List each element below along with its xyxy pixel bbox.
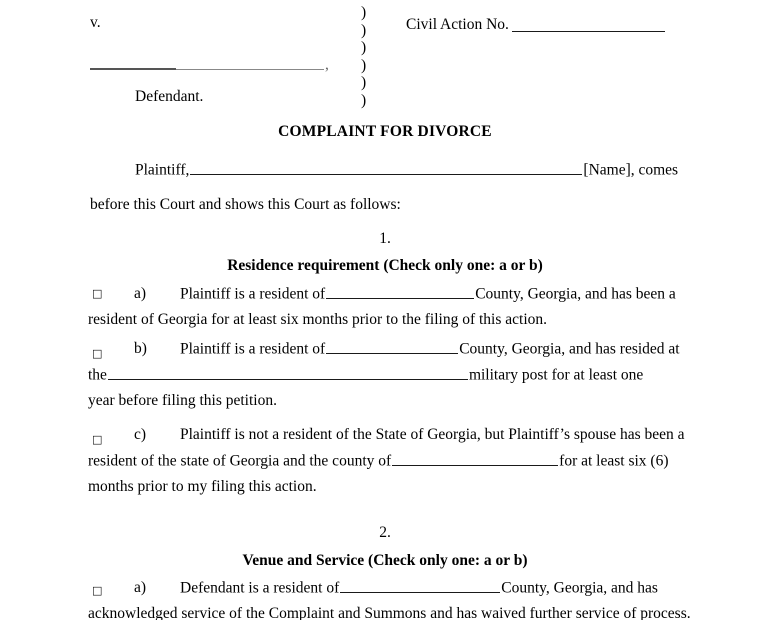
item-1b-line-2-before: the — [88, 366, 107, 384]
item-marker-1a: a) — [134, 285, 147, 302]
county-field-2a[interactable] — [340, 579, 500, 593]
caption-paren: ) — [361, 21, 367, 39]
military-post-field-1b[interactable] — [108, 366, 468, 380]
caption-paren: ) — [361, 4, 367, 21]
intro-line-2: before this Court and shows this Court as follows: — [90, 196, 401, 213]
item-1b-line-1 — [180, 340, 680, 359]
caption-paren: ) — [361, 74, 367, 92]
item-marker-2a: a) — [134, 579, 147, 596]
item-1c-line-2 — [88, 452, 669, 471]
county-field-1a[interactable] — [326, 285, 474, 299]
civil-action-number-field[interactable] — [512, 31, 665, 32]
item-1b-line-2 — [88, 366, 643, 385]
civil-action-number-label: Civil Action No. — [406, 16, 509, 33]
plaintiff-name-field[interactable] — [190, 161, 582, 175]
item-marker-1c: c) — [134, 426, 147, 443]
item-1a-text-after: County, Georgia, and has been a — [475, 285, 676, 303]
item-1b-line-3: year before filing this petition. — [88, 392, 277, 409]
item-2a-line-2: acknowledged service of the Complaint and Summons and has waived further service of process. — [88, 605, 691, 620]
item-1c-line-1: Plaintiff is not a resident of the State of Georgia, but Plaintiff’s spouse has been a — [180, 426, 685, 443]
section-2-number: 2. — [379, 524, 391, 541]
defendant-label: Defendant. — [135, 88, 204, 105]
case-caption — [0, 0, 770, 112]
caption-paren: ) — [361, 56, 367, 74]
item-marker-1b: b) — [134, 340, 147, 357]
item-2a-text-after: County, Georgia, and has — [501, 579, 658, 597]
item-1b-text-after: County, Georgia, and has resided at — [459, 340, 680, 358]
defendant-name-rule-segment-1[interactable] — [90, 68, 176, 70]
county-field-1b[interactable] — [326, 340, 458, 354]
plaintiff-label: Plaintiff, — [135, 161, 190, 179]
caption-paren: ) — [361, 39, 367, 57]
item-1c-line-3: months prior to my filing this action. — [88, 478, 317, 495]
item-1c-line-2-before: resident of the state of Georgia and the county of — [88, 452, 392, 470]
item-2a-text-before: Defendant is a resident of — [180, 579, 340, 597]
section-2-heading: Venue and Service (Check only one: a or b) — [242, 552, 528, 569]
caption-paren: ) — [361, 91, 367, 109]
intro-line-1 — [135, 161, 678, 180]
intro-line-1-suffix: [Name], comes — [583, 161, 679, 179]
item-1c-line-2-after: for at least six (6) — [559, 452, 669, 470]
caption-paren-column — [361, 4, 366, 110]
checkbox-1b[interactable]: □ — [92, 347, 103, 360]
defendant-name-rule-segment-2[interactable] — [176, 69, 324, 70]
versus-label: v. — [90, 14, 101, 31]
item-1b-line-2-after: military post for at least one — [468, 366, 644, 384]
county-field-1c[interactable] — [392, 452, 558, 466]
caption-comma: , — [325, 56, 329, 73]
checkbox-1a[interactable]: □ — [92, 287, 103, 300]
page-title: COMPLAINT FOR DIVORCE — [278, 123, 492, 140]
section-1-heading: Residence requirement (Check only one: a or b) — [227, 257, 543, 274]
item-1b-text-before: Plaintiff is a resident of — [180, 340, 326, 358]
item-1a-line-2: resident of Georgia for at least six months prior to the filing of this action. — [88, 311, 548, 328]
section-1-number: 1. — [379, 230, 391, 247]
item-1a-text-before: Plaintiff is a resident of — [180, 285, 326, 303]
checkbox-1c[interactable]: □ — [92, 433, 103, 446]
item-2a-line-1 — [180, 579, 658, 598]
checkbox-2a[interactable]: □ — [92, 584, 103, 597]
item-1a-line-1 — [180, 285, 676, 304]
